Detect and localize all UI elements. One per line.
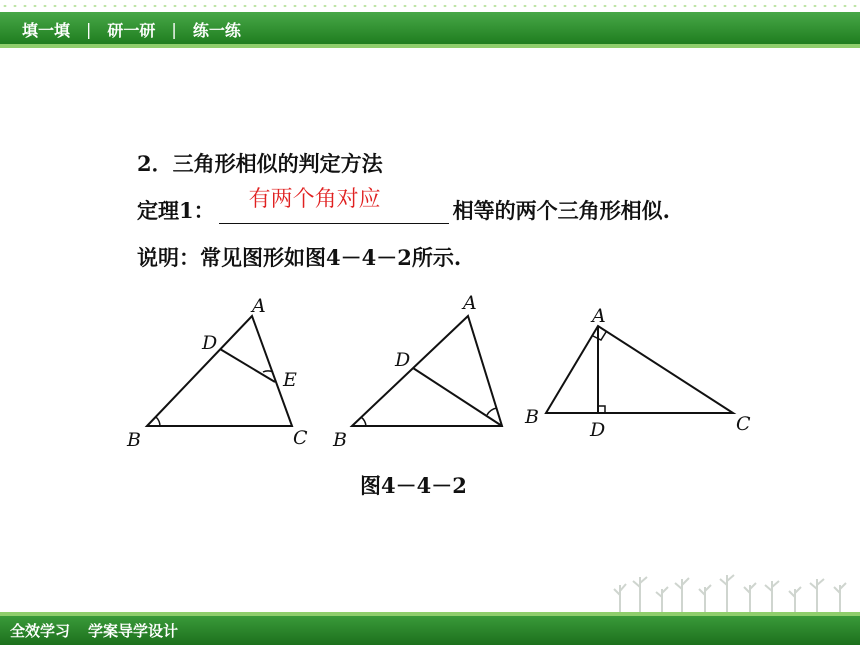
triangle-2-outline xyxy=(352,316,502,426)
label-a2: A xyxy=(463,292,477,314)
triangle-2-segment-dc xyxy=(413,368,502,426)
tab-separator: | xyxy=(86,19,92,39)
label-a3: A xyxy=(592,305,606,327)
label-c3: C xyxy=(736,413,751,435)
tab-fill-in[interactable]: 填一填 xyxy=(22,20,71,40)
footer-stripe xyxy=(0,612,860,616)
label-d3: D xyxy=(590,419,606,441)
figure-caption: 图4－4－2 xyxy=(360,473,467,498)
angle-mark-b2 xyxy=(361,417,366,426)
right-angle-a xyxy=(593,332,606,340)
theorem-answer: 有两个角对应 xyxy=(248,187,381,212)
footer-brand: 全效学习 xyxy=(10,622,71,640)
label-a: A xyxy=(252,295,266,317)
right-angle-d xyxy=(598,406,605,413)
tab-separator: | xyxy=(171,19,177,39)
plant-decoration xyxy=(610,565,855,617)
angle-mark-c2 xyxy=(487,408,497,415)
label-b2: B xyxy=(333,429,347,451)
note: 说明：常见图形如图4－4－2所示. xyxy=(137,245,462,270)
triangle-1 xyxy=(126,295,308,451)
angle-mark-e xyxy=(263,371,273,372)
label-d: D xyxy=(202,332,218,354)
triangle-2 xyxy=(332,292,502,451)
label-b3: B xyxy=(525,406,539,428)
label-b: B xyxy=(127,429,141,451)
label-e: E xyxy=(283,369,297,391)
footer-subtitle: 学案导学设计 xyxy=(88,622,179,640)
theorem-label: 定理1： xyxy=(137,198,215,223)
tab-practice[interactable]: 练一练 xyxy=(192,20,241,40)
triangle-3-outline xyxy=(546,326,733,413)
angle-mark-b xyxy=(156,417,160,426)
triangle-3 xyxy=(524,305,751,441)
footer-text xyxy=(10,620,178,641)
label-d2: D xyxy=(395,349,411,371)
footer-bar xyxy=(0,616,860,645)
tab-research[interactable]: 研一研 xyxy=(107,20,156,40)
heading: 2．三角形相似的判定方法 xyxy=(137,151,383,176)
theorem-rest: 相等的两个三角形相似. xyxy=(452,198,670,223)
label-c: C xyxy=(293,427,308,449)
